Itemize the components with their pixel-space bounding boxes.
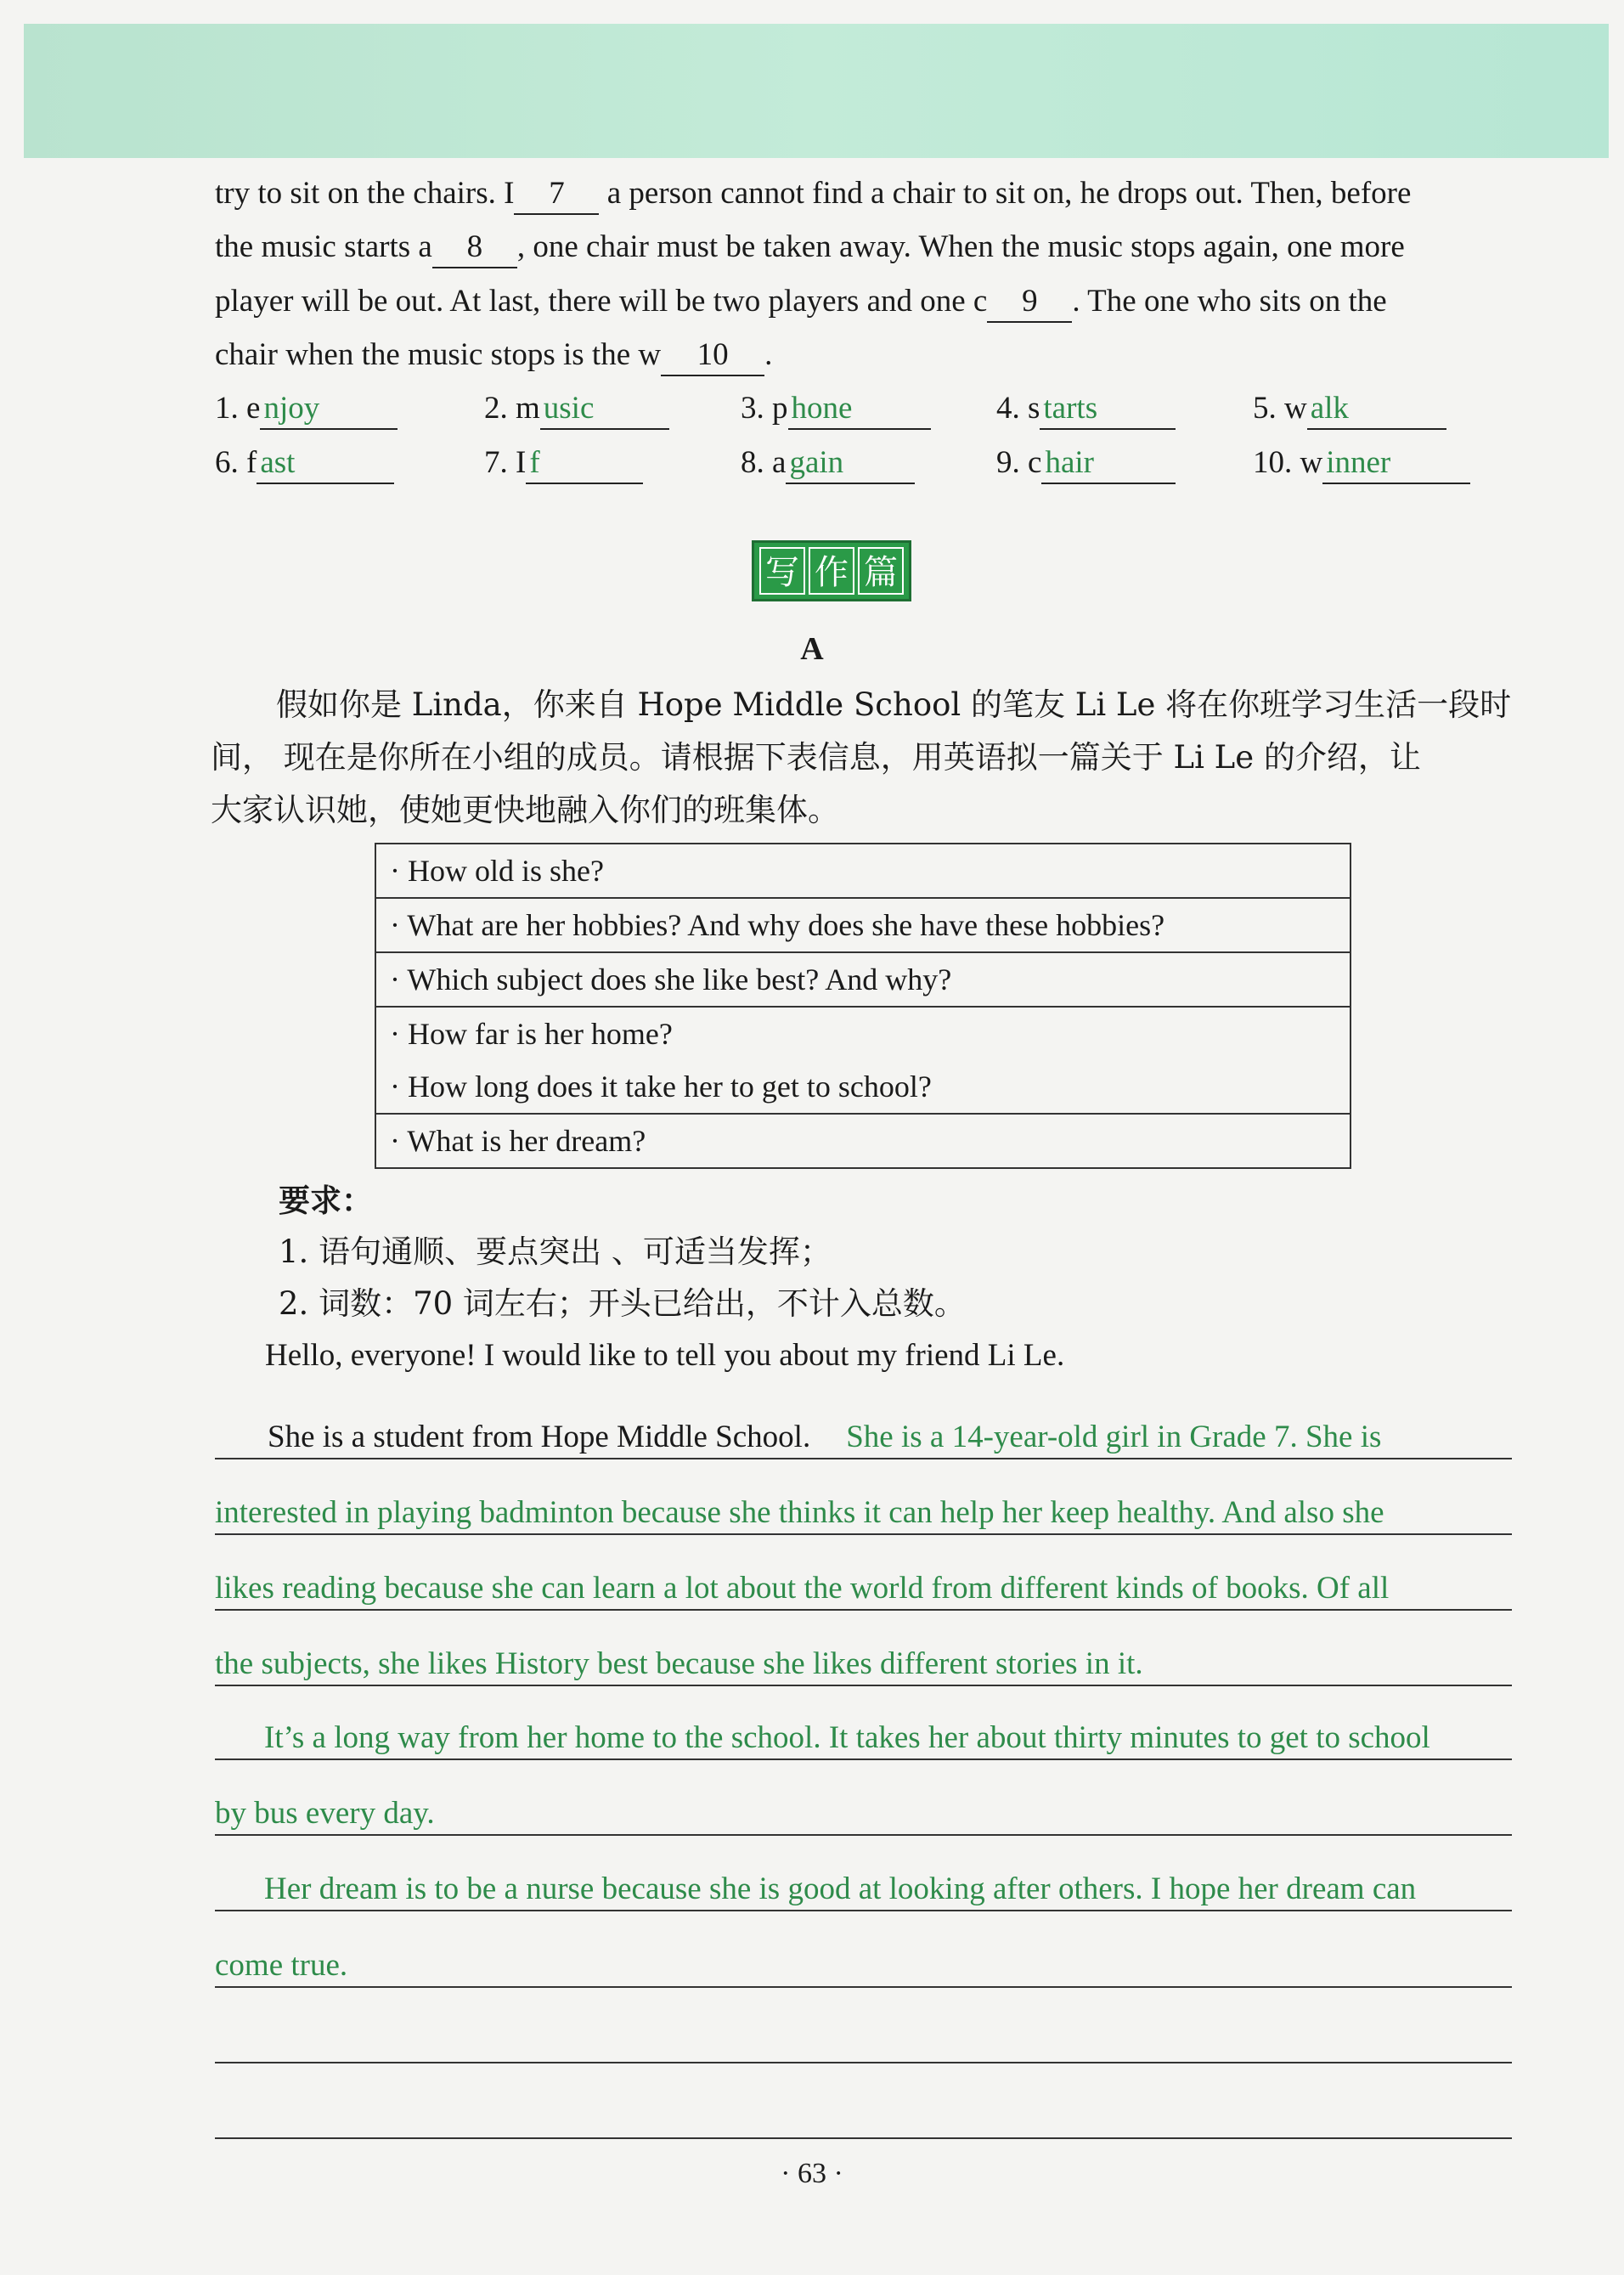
passage-line-1: try to sit on the chairs. I 7 a person cannot find a chair to sit on, he drops out. Then, before xyxy=(215,174,1514,215)
essay-line-9 xyxy=(215,2021,1512,2063)
passage-line-2: the music starts a 8 , one chair must be taken away. When the music stops again, one more xyxy=(215,228,1514,268)
essay-line-10 xyxy=(215,2097,1512,2139)
requirement-2: 2. 词数：70 词左右；开头已给出，不计入总数。 xyxy=(279,1285,966,1322)
passage-line-4: chair when the music stops is the w 10 . xyxy=(215,336,1514,376)
page-number: · 63 · xyxy=(781,2158,843,2189)
header-band xyxy=(24,24,1609,158)
answer-10: 10. w inner xyxy=(1253,443,1470,484)
answer-9: 9. c hair xyxy=(996,443,1176,484)
table-row xyxy=(375,844,1351,898)
prompt-line-1: 假如你是 Linda，你来自 Hope Middle School 的笔友 Li Le 将在你班学习生活一段时 xyxy=(276,686,1512,723)
essay-line-8: come true. xyxy=(215,1945,1512,1988)
answer-1: 1. e njoy xyxy=(215,389,398,430)
passage-line-3: player will be out. At last, there will be two players and one c 9 . The one who sits on the xyxy=(215,282,1514,323)
answer-8: 8. a gain xyxy=(741,443,915,484)
section-letter: A xyxy=(800,631,824,667)
requirement-1: 1. 语句通顺、要点突出 、可适当发挥； xyxy=(279,1233,832,1270)
essay-opening: Hello, everyone! I would like to tell you about my friend Li Le. xyxy=(265,1338,1065,1373)
essay-line-6: by bus every day. xyxy=(215,1793,1512,1836)
blank-10: 10 xyxy=(661,336,764,376)
answer-3: 3. p hone xyxy=(741,389,931,430)
question-table xyxy=(375,843,1351,1169)
table-cell: · How far is her home? · How long does it take her to get to school? xyxy=(375,1007,1351,1114)
essay-line-4: the subjects, she likes History best because she likes different stories in it. xyxy=(215,1644,1512,1686)
badge-char-2: 作 xyxy=(809,547,854,595)
table-row xyxy=(375,1007,1351,1114)
essay-line-3: likes reading because she can learn a lot about the world from different kinds of books. Of all xyxy=(215,1568,1512,1611)
table-row xyxy=(375,952,1351,1007)
table-cell: · What is her dream? xyxy=(375,1114,1351,1168)
answer-2: 2. m usic xyxy=(484,389,669,430)
answer-4: 4. s tarts xyxy=(996,389,1176,430)
essay-line-5: It’s a long way from her home to the school. It takes her about thirty minutes to get to school xyxy=(215,1718,1512,1760)
requirements-title: 要求： xyxy=(279,1182,373,1219)
blank-9: 9 xyxy=(987,282,1072,323)
answer-7: 7. I f xyxy=(484,443,643,484)
table-row xyxy=(375,898,1351,952)
essay-line-2: interested in playing badminton because she thinks it can help her keep healthy. And also she xyxy=(215,1493,1512,1535)
table-cell: · What are her hobbies? And why does she have these hobbies? xyxy=(375,898,1351,952)
blank-8: 8 xyxy=(432,228,517,268)
essay-line-7: Her dream is to be a nurse because she is good at looking after others. I hope her dream can xyxy=(215,1869,1512,1911)
essay-line-1: She is a student from Hope Middle School. She is a 14-year-old girl in Grade 7. She is xyxy=(215,1417,1512,1459)
blank-7: 7 xyxy=(514,174,599,215)
table-cell: · How old is she? xyxy=(375,844,1351,898)
table-row xyxy=(375,1114,1351,1168)
badge-char-1: 写 xyxy=(759,547,805,595)
answer-6: 6. f ast xyxy=(215,443,394,484)
answer-5: 5. w alk xyxy=(1253,389,1446,430)
badge-char-3: 篇 xyxy=(858,547,904,595)
writing-section-badge xyxy=(752,540,911,601)
table-cell: · Which subject does she like best? And why? xyxy=(375,952,1351,1007)
prompt-line-3: 大家认识她，使她更快地融入你们的班集体。 xyxy=(211,792,839,828)
prompt-line-2: 间， 现在是你所在小组的成员。请根据下表信息，用英语拟一篇关于 Li Le 的介绍，让 xyxy=(211,739,1421,776)
